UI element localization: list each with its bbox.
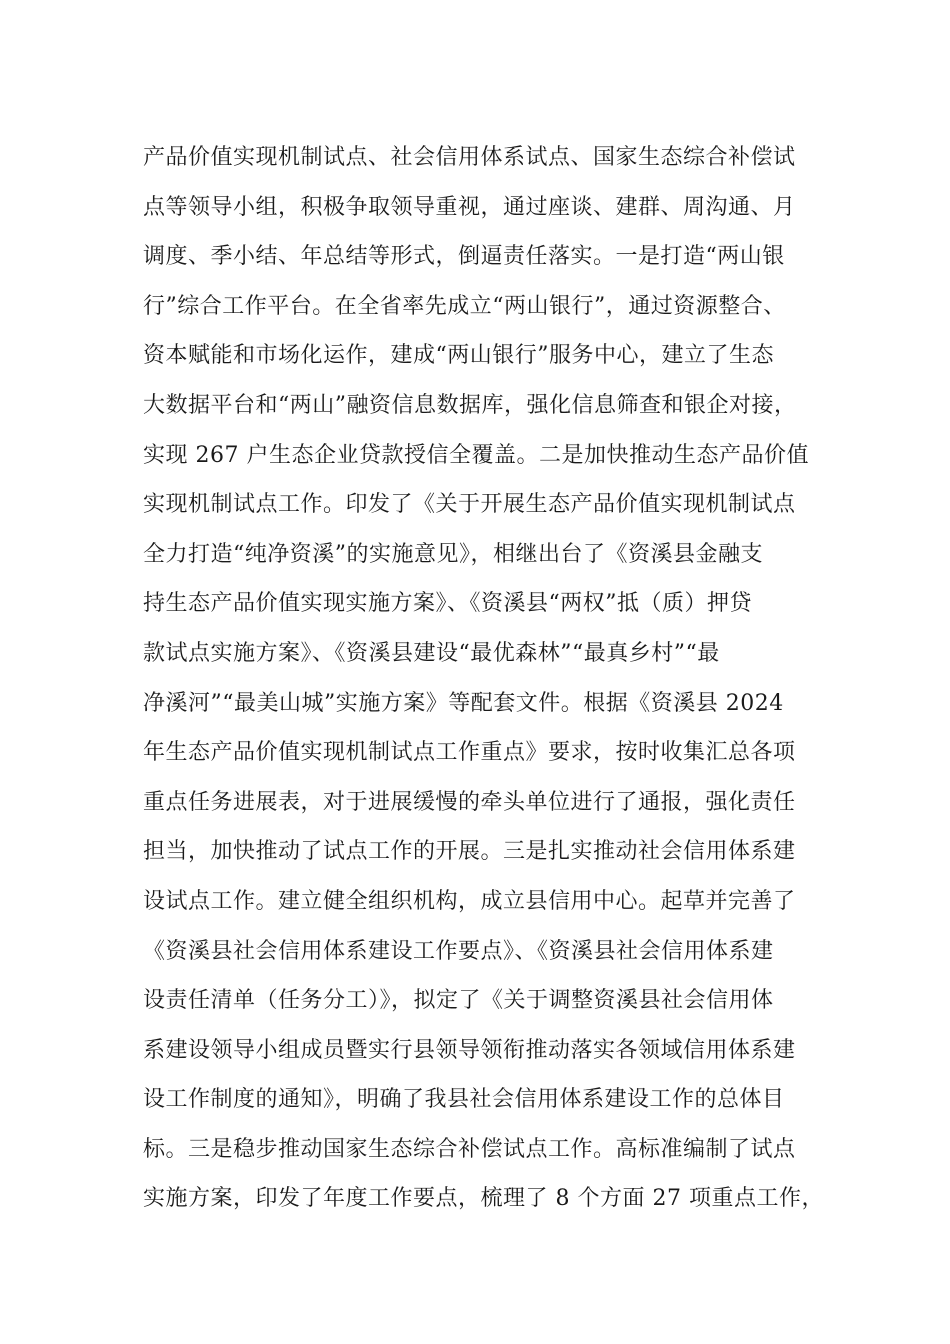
text-line: 担当，加快推动了试点工作的开展。三是扎实推动社会信用体系建 (143, 839, 796, 865)
text-line: 产品价值实现机制试点、社会信用体系试点、国家生态综合补偿试 (143, 145, 796, 170)
text-line: 行”综合工作平台。在全省率先成立“两山银行”，通过资源整合、 (143, 293, 786, 319)
text-line: 年生态产品价值实现机制试点工作重点》要求，按时收集汇总各项 (143, 740, 796, 766)
body-text (143, 133, 833, 1224)
text-line: 点等领导小组，积极争取领导重视，通过座谈、建群、周沟通、月 (143, 194, 796, 220)
text-line: 标。三是稳步推动国家生态综合补偿试点工作。高标准编制了试点 (143, 1136, 796, 1162)
text-line: 设工作制度的通知》，明确了我县社会信用体系建设工作的总体目 (143, 1087, 785, 1113)
text-line: 重点任务进展表，对于进展缓慢的牵头单位进行了通报，强化责任 (143, 789, 796, 815)
text-line: 款试点实施方案》、《资溪县建设“最优森林”“最真乡村”“最 (143, 640, 720, 666)
text-line: 系建设领导小组成员暨实行县领导领衔推动落实各领域信用体系建 (143, 1037, 796, 1063)
text-line: 实现机制试点工作。印发了《关于开展生态产品价值实现机制试点 (143, 492, 796, 518)
text-line: 调度、季小结、年总结等形式，倒逼责任落实。一是打造“两山银 (143, 244, 785, 270)
text-line: 《资溪县社会信用体系建设工作要点》、《资溪县社会信用体系建 (143, 938, 774, 964)
text-line: 净溪河”“最美山城”实施方案》等配套文件。根据《资溪县 2024 (143, 690, 784, 716)
text-line: 实现 267 户生态企业贷款授信全覆盖。二是加快推动生态产品价值 (143, 442, 809, 468)
text-line: 设责任清单（任务分工）》，拟定了《关于调整资溪县社会信用体 (143, 988, 774, 1014)
text-line: 大数据平台和“两山”融资信息数据库，强化信息筛查和银企对接， (143, 392, 797, 418)
text-line: 设试点工作。建立健全组织机构，成立县信用中心。起草并完善了 (143, 888, 796, 914)
text-line: 全力打造“纯净资溪”的实施意见》，相继出台了《资溪县金融支 (143, 541, 763, 567)
text-line: 实施方案，印发了年度工作要点，梳理了 8 个方面 27 项重点工作， (143, 1186, 824, 1212)
text-line: 持生态产品价值实现实施方案》、《资溪县“两权”抵（质）押贷 (143, 591, 752, 617)
text-line: 资本赋能和市场化运作，建成“两山银行”服务中心，建立了生态 (143, 343, 774, 369)
